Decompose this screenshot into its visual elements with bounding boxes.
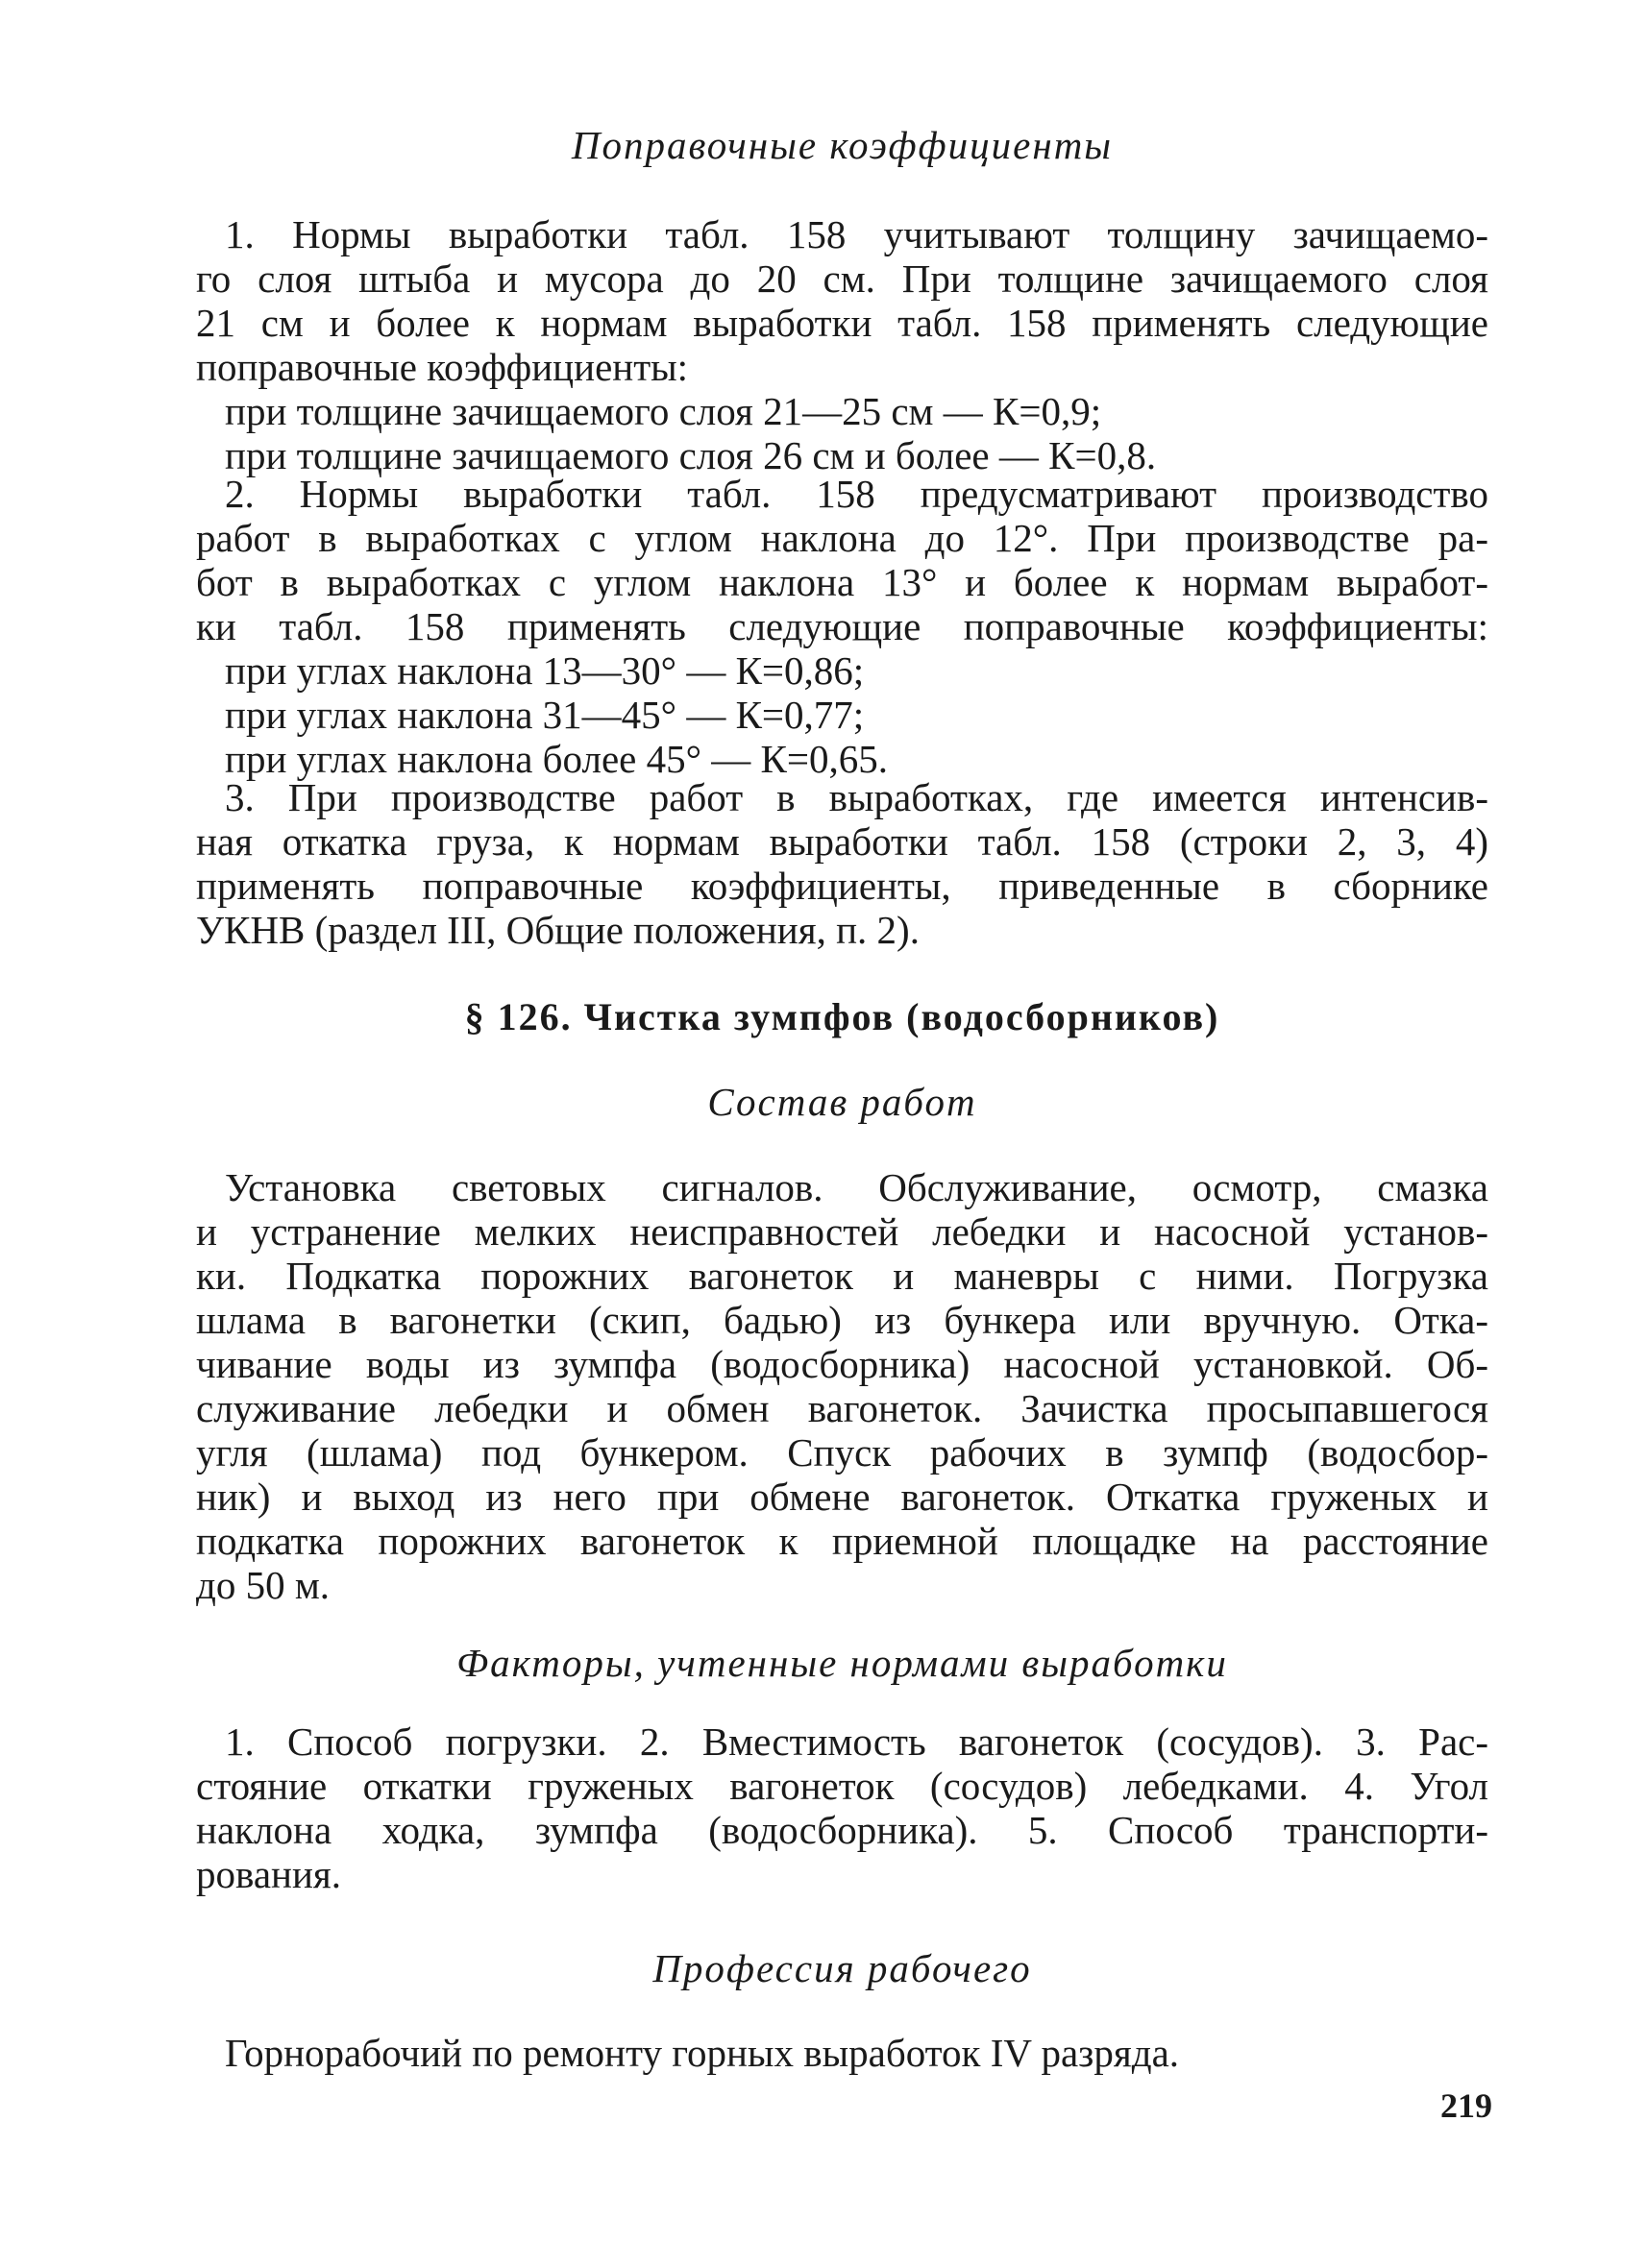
text-line: поправочные коэффициенты: [196, 345, 689, 389]
text-line: служивание лебедки и обмен вагонеток. Зачистка просыпавшегося [196, 1386, 1488, 1430]
text-line: 1. Нормы выработки табл. 158 учитывают толщину зачищаемо- [225, 212, 1488, 256]
coefficient-item: при углах наклона 13—30° — К=0,86; [225, 648, 865, 693]
paragraph-2 [196, 472, 1488, 781]
text-line: ки табл. 158 применять следующие поправочные коэффициенты: [196, 604, 1488, 648]
text-line: угля (шлама) под бункером. Спуск рабочих в зумпф (водосбор- [196, 1430, 1488, 1475]
section-title: § 126. Чистка зумпфов (водосборников) [464, 995, 1220, 1038]
text-line: рования. [196, 1852, 342, 1896]
text-line: 21 см и более к нормам выработки табл. 158 применять следующие [196, 301, 1488, 345]
text-line: шлама в вагонетки (скип, бадью) из бункера или вручную. Отка- [196, 1298, 1488, 1342]
text-line: работ в выработках с углом наклона до 12°. При производстве ра- [196, 516, 1488, 560]
text-line: Установка световых сигналов. Обслуживание, осмотр, смазка [225, 1165, 1488, 1209]
coefficient-item: при углах наклона более 45° — К=0,65. [225, 737, 888, 781]
factors-heading: Факторы, учтенные нормами выработки [456, 1641, 1228, 1685]
text-line: ник) и выход из него при обмене вагонеток. Откатка груженых и [196, 1475, 1488, 1519]
factors-paragraph [196, 1719, 1488, 1896]
text-line: до 50 м. [196, 1563, 331, 1607]
text-line: подкатка порожних вагонеток к приемной площадке на расстояние [196, 1519, 1488, 1563]
text-line: УКНВ (раздел III, Общие положения, п. 2). [196, 908, 920, 952]
corrections-heading: Поправочные коэффициенты [571, 123, 1114, 167]
text-line: применять поправочные коэффициенты, приведенные в сборнике [196, 864, 1488, 908]
text-line: стояние откатки груженых вагонеток (сосудов) лебедками. 4. Угол [196, 1764, 1488, 1808]
composition-paragraph [196, 1165, 1488, 1607]
text-line: и устранение мелких неисправностей лебедки и насосной установ- [196, 1209, 1488, 1254]
page-number: 219 [1440, 2086, 1492, 2125]
profession-paragraph [196, 2031, 1488, 2075]
composition-heading: Состав работ [707, 1080, 977, 1124]
text-line: бот в выработках с углом наклона 13° и более к нормам выработ- [196, 560, 1488, 604]
text-line: наклона ходка, зумпфа (водосборника). 5. Способ транспорти- [196, 1808, 1488, 1852]
coefficient-item: при толщине зачищаемого слоя 21—25 см — К=0,9; [225, 389, 1102, 433]
text-line: Горнорабочий по ремонту горных выработок IV разряда. [225, 2031, 1180, 2075]
text-line: го слоя штыба и мусора до 20 см. При толщине зачищаемого слоя [196, 256, 1488, 301]
paragraph-1 [196, 212, 1488, 477]
coefficient-item: при толщине зачищаемого слоя 26 см и более — К=0,8. [225, 433, 1157, 477]
profession-heading: Профессия рабочего [652, 1946, 1032, 1990]
paragraph-3 [196, 775, 1488, 952]
text-line: ки. Подкатка порожних вагонеток и маневры с ними. Погрузка [196, 1254, 1488, 1298]
text-line: 2. Нормы выработки табл. 158 предусматривают производство [225, 472, 1488, 516]
coefficient-item: при углах наклона 31—45° — К=0,77; [225, 693, 865, 737]
text-line: 1. Способ погрузки. 2. Вместимость вагонеток (сосудов). 3. Рас- [225, 1719, 1488, 1764]
text-line: чивание воды из зумпфа (водосборника) насосной установкой. Об- [196, 1342, 1488, 1386]
text-line: ная откатка груза, к нормам выработки табл. 158 (строки 2, 3, 4) [196, 819, 1488, 864]
text-line: 3. При производстве работ в выработках, где имеется интенсив- [225, 775, 1488, 819]
